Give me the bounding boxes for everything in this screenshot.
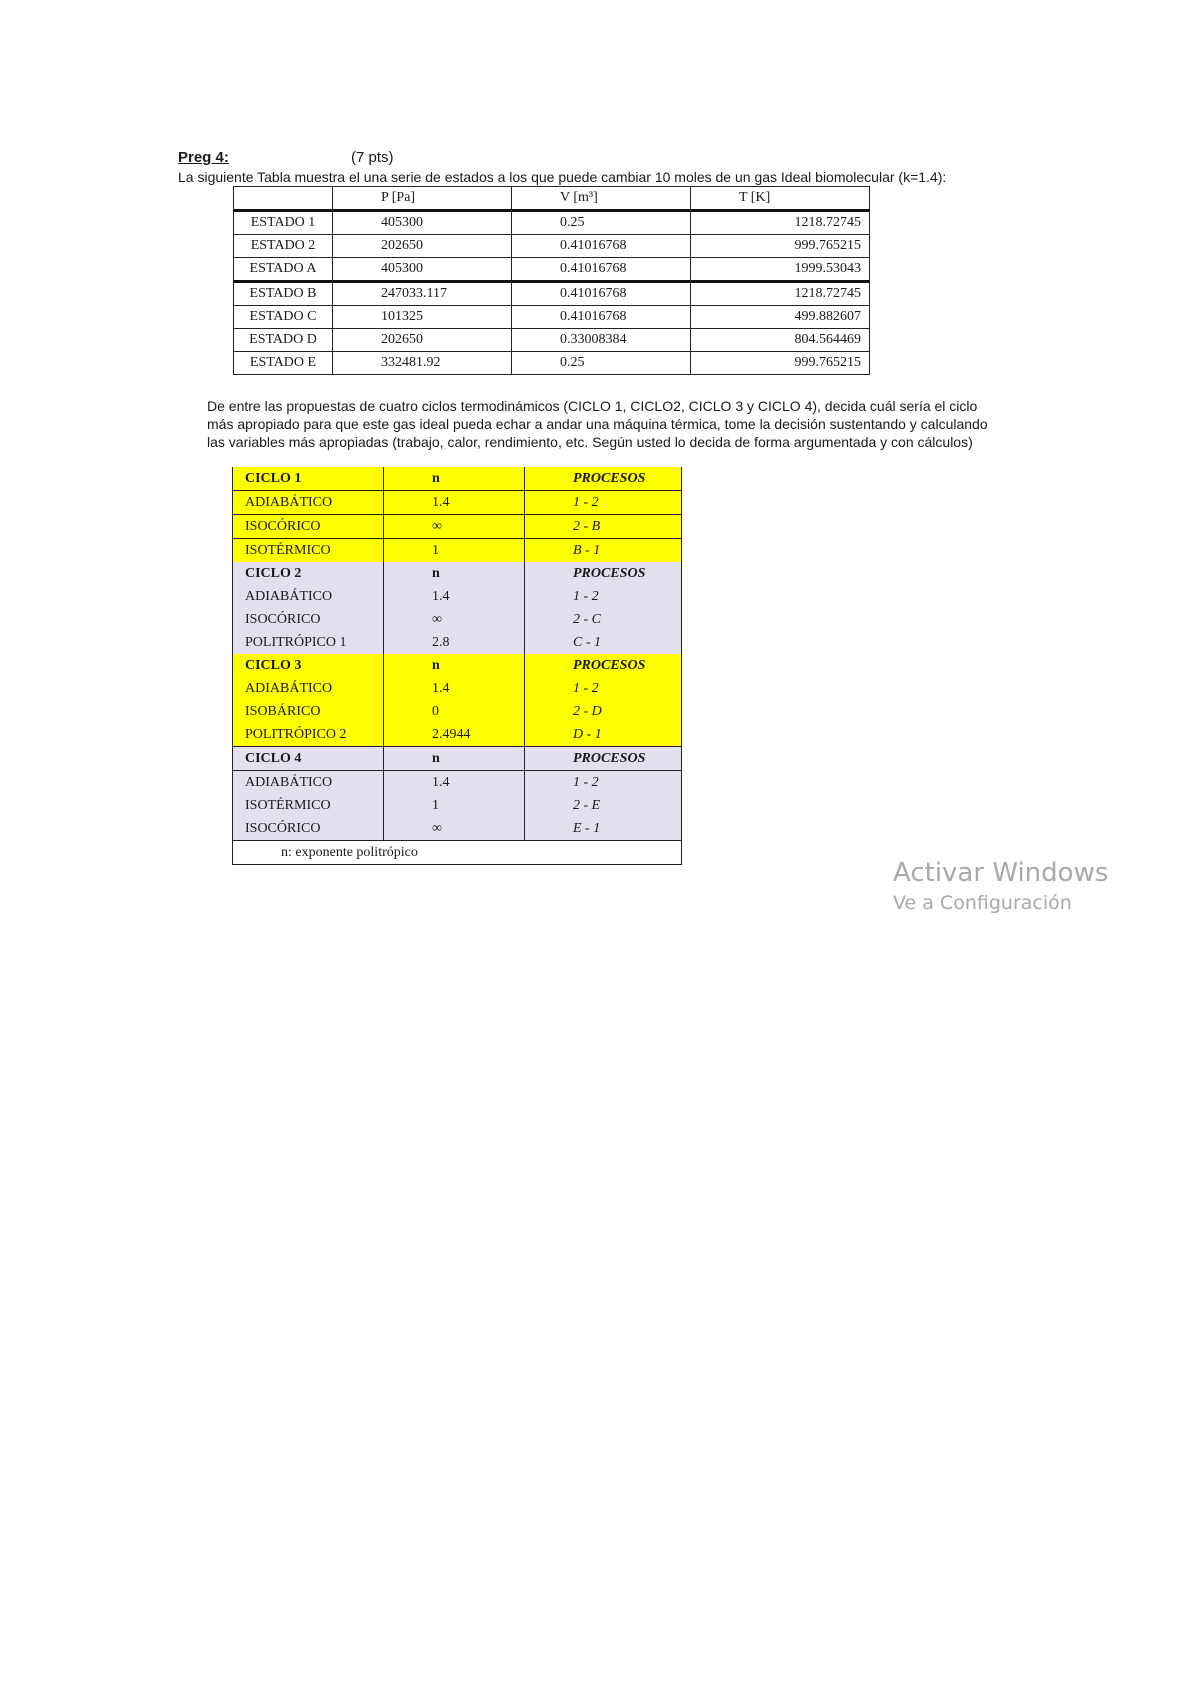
state-name: ESTADO E <box>234 352 333 375</box>
process-states: D - 1 <box>525 723 682 747</box>
state-temperature: 1999.53043 <box>691 258 870 282</box>
process-states: 2 - C <box>525 608 682 631</box>
cycle-name: CICLO 4 <box>233 747 384 771</box>
table-row <box>233 677 682 700</box>
states-header-row <box>234 187 870 211</box>
state-volume: 0.25 <box>512 352 691 375</box>
state-temperature: 999.765215 <box>691 352 870 375</box>
process-type: ADIABÁTICO <box>233 771 384 795</box>
process-exponent: 1.4 <box>384 491 525 515</box>
cycle-processes-header: PROCESOS <box>525 747 682 771</box>
state-name: ESTADO B <box>234 282 333 306</box>
watermark-subtitle: Ve a Configuración <box>893 892 1072 914</box>
process-exponent: 2.8 <box>384 631 525 654</box>
question-points: (7 pts) <box>351 149 394 166</box>
process-exponent: 1.4 <box>384 771 525 795</box>
question-label: Preg 4: <box>178 149 229 166</box>
cycle-header-row <box>233 562 682 585</box>
table-row <box>233 700 682 723</box>
states-header-cell: V [m³] <box>512 187 691 211</box>
state-pressure: 405300 <box>333 211 512 235</box>
process-type: ISOCÓRICO <box>233 608 384 631</box>
table-row <box>233 631 682 654</box>
watermark-title: Activar Windows <box>893 858 1109 888</box>
process-exponent: 1 <box>384 539 525 563</box>
process-states: 1 - 2 <box>525 491 682 515</box>
state-volume: 0.41016768 <box>512 258 691 282</box>
process-exponent: ∞ <box>384 817 525 841</box>
intro-text: La siguiente Tabla muestra el una serie de estados a los que puede cambiar 10 moles de un gas Ideal biomolecular (k=1.4): <box>178 169 947 185</box>
footnote-row <box>233 841 682 865</box>
state-name: ESTADO A <box>234 258 333 282</box>
process-exponent: 1 <box>384 794 525 817</box>
state-name: ESTADO D <box>234 329 333 352</box>
table-row <box>233 539 682 563</box>
state-name: ESTADO 2 <box>234 235 333 258</box>
table-row <box>233 817 682 841</box>
prompt-text: De entre las propuestas de cuatro ciclos termodinámicos (CICLO 1, CICLO2, CICLO 3 y CICLO 4), decida cuál sería el ciclo más apropiado para que este gas ideal pueda echar a andar una máquina térmica, tome la decisión sustentando y calculando las variables más apropiadas (trabajo, calor, rendimiento, etc. Según usted lo decida de forma argumentada y con cálculos) <box>207 398 988 450</box>
cycle-n-header: n <box>384 654 525 677</box>
state-pressure: 101325 <box>333 306 512 329</box>
table-row <box>233 771 682 795</box>
table-row <box>233 723 682 747</box>
state-pressure: 405300 <box>333 258 512 282</box>
process-exponent: 1.4 <box>384 585 525 608</box>
process-states: 1 - 2 <box>525 677 682 700</box>
cycle-name: CICLO 1 <box>233 467 384 491</box>
table-row <box>233 794 682 817</box>
state-volume: 0.41016768 <box>512 282 691 306</box>
table-row <box>234 282 870 306</box>
cycle-n-header: n <box>384 467 525 491</box>
process-type: ISOCÓRICO <box>233 515 384 539</box>
cycle-n-header: n <box>384 747 525 771</box>
cycle-header-row <box>233 654 682 677</box>
process-type: POLITRÓPICO 2 <box>233 723 384 747</box>
footnote-text: n: exponente politrópico <box>233 841 682 865</box>
process-type: POLITRÓPICO 1 <box>233 631 384 654</box>
state-temperature: 1218.72745 <box>691 211 870 235</box>
activation-watermark <box>893 856 1109 916</box>
state-pressure: 332481.92 <box>333 352 512 375</box>
cycle-processes-header: PROCESOS <box>525 654 682 677</box>
table-row <box>233 585 682 608</box>
table-row <box>233 515 682 539</box>
state-volume: 0.33008384 <box>512 329 691 352</box>
state-volume: 0.41016768 <box>512 306 691 329</box>
process-states: E - 1 <box>525 817 682 841</box>
state-pressure: 202650 <box>333 329 512 352</box>
process-type: ISOBÁRICO <box>233 700 384 723</box>
process-exponent: ∞ <box>384 608 525 631</box>
state-temperature: 499.882607 <box>691 306 870 329</box>
state-name: ESTADO C <box>234 306 333 329</box>
states-header-cell: T [K] <box>691 187 870 211</box>
states-header-cell <box>234 187 333 211</box>
state-name: ESTADO 1 <box>234 211 333 235</box>
process-states: B - 1 <box>525 539 682 563</box>
process-type: ISOCÓRICO <box>233 817 384 841</box>
process-type: ISOTÉRMICO <box>233 539 384 563</box>
cycle-processes-header: PROCESOS <box>525 562 682 585</box>
process-type: ADIABÁTICO <box>233 677 384 700</box>
cycle-processes-header: PROCESOS <box>525 467 682 491</box>
process-type: ISOTÉRMICO <box>233 794 384 817</box>
process-exponent: 2.4944 <box>384 723 525 747</box>
state-temperature: 1218.72745 <box>691 282 870 306</box>
process-type: ADIABÁTICO <box>233 585 384 608</box>
process-exponent: 0 <box>384 700 525 723</box>
table-row <box>234 235 870 258</box>
document-page <box>178 148 1008 865</box>
table-row <box>233 608 682 631</box>
table-row <box>234 306 870 329</box>
states-header-cell: P [Pa] <box>333 187 512 211</box>
process-type: ADIABÁTICO <box>233 491 384 515</box>
state-temperature: 999.765215 <box>691 235 870 258</box>
table-row <box>233 491 682 515</box>
process-states: 2 - D <box>525 700 682 723</box>
process-exponent: ∞ <box>384 515 525 539</box>
cycle-name: CICLO 3 <box>233 654 384 677</box>
state-temperature: 804.564469 <box>691 329 870 352</box>
cycle-name: CICLO 2 <box>233 562 384 585</box>
table-row <box>234 329 870 352</box>
table-row <box>234 352 870 375</box>
question-header <box>178 148 1008 168</box>
state-pressure: 247033.117 <box>333 282 512 306</box>
cycles-table <box>232 467 682 865</box>
cycle-header-row <box>233 747 682 771</box>
process-states: C - 1 <box>525 631 682 654</box>
state-volume: 0.25 <box>512 211 691 235</box>
process-exponent: 1.4 <box>384 677 525 700</box>
cycle-n-header: n <box>384 562 525 585</box>
process-states: 1 - 2 <box>525 771 682 795</box>
cycle-header-row <box>233 467 682 491</box>
table-row <box>234 258 870 282</box>
process-states: 1 - 2 <box>525 585 682 608</box>
table-row <box>234 211 870 235</box>
state-volume: 0.41016768 <box>512 235 691 258</box>
state-pressure: 202650 <box>333 235 512 258</box>
states-table <box>233 186 870 375</box>
process-states: 2 - E <box>525 794 682 817</box>
process-states: 2 - B <box>525 515 682 539</box>
